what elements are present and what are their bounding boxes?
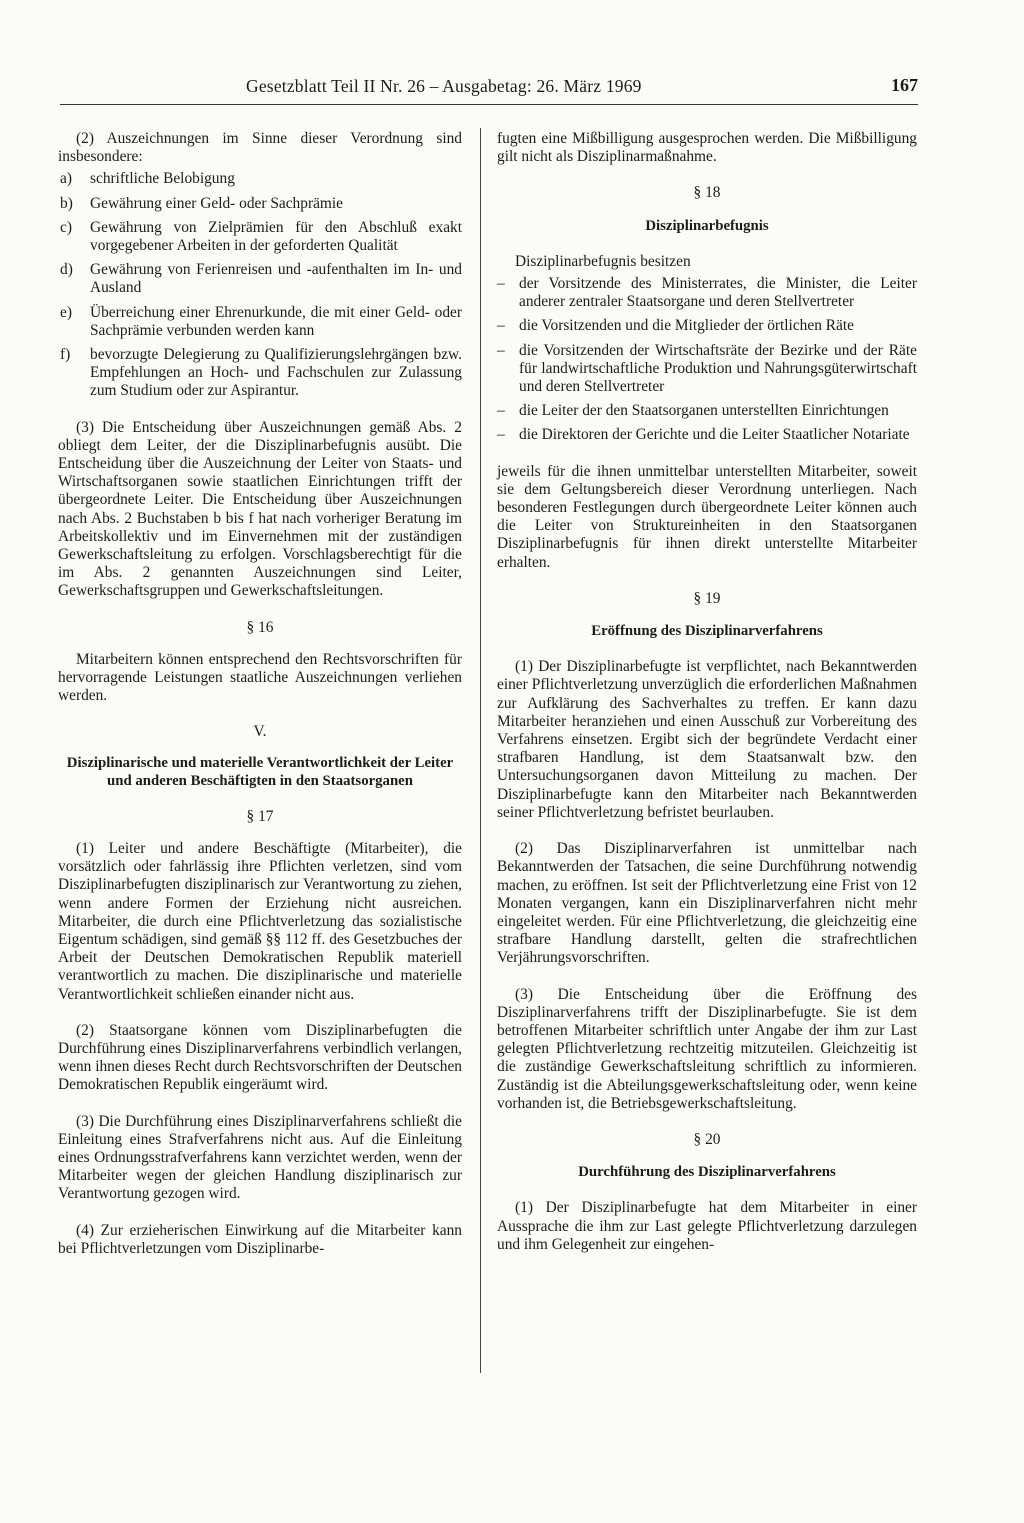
list-item	[497, 275, 917, 311]
list-text: Gewährung von Zielprämien für den Abschluß exakt vorgegebener Arbeiten in der geforderten Qualität	[90, 218, 462, 255]
section-20-heading: Durchführung des Disziplinarverfahrens	[578, 1164, 836, 1181]
list-dash: –	[497, 402, 505, 420]
paragraph-15-3: (3) Die Entscheidung über Auszeichnungen gemäß Abs. 2 obliegt dem Leiter, der die Disziplinarbefugnis ausübt. Die Entscheidung über die Auszeichnung der Leiter von Staats- und Wirtschaftsorganen sowie staatlichen Einrichtungen trifft der übergeordnete Leiter. Die Entscheidung über Auszeichnungen nach Abs. 2 Buchstaben b bis f hat nach vorheriger Beratung im Arbeitskollektiv und im Einvernehmen mit der zuständigen Gewerkschaftsleitung zu erfolgen. Vorschlagsberechtigt für die im Abs. 2 genannten Auszeichnungen sind Leiter, Gewerkschaftsgruppen und Gewerkschaftsleitungen.	[58, 418, 462, 600]
list-item	[497, 426, 917, 444]
column-divider	[480, 128, 481, 1373]
list-text: die Vorsitzenden der Wirtschaftsräte der Bezirke und der Räte für landwirtschaftliche Produktion und Nahrungsgüterwirtschaft und deren Stellvertreter	[519, 341, 917, 396]
awards-list	[58, 170, 462, 400]
section-16-title: § 16	[246, 618, 274, 636]
list-label: e)	[60, 303, 72, 321]
list-label: c)	[60, 218, 72, 236]
authority-list	[497, 275, 917, 445]
list-item	[58, 304, 462, 340]
list-label: a)	[60, 170, 72, 188]
list-item	[58, 195, 462, 213]
list-item	[58, 346, 462, 401]
list-item	[58, 261, 462, 297]
list-label: b)	[60, 194, 73, 212]
page-number: 167	[891, 75, 918, 95]
paragraph-17-4: (4) Zur erzieherischen Einwirkung auf die Mitarbeiter kann bei Pflichtverletzungen vom Disziplinarbe-	[58, 1221, 462, 1257]
chapter-heading: Disziplinarische und materielle Verantwortlichkeit der Leiter und anderen Beschäftigten in den Staatsorganen	[66, 754, 454, 789]
paragraph-19-1: (1) Der Disziplinarbefugte ist verpflichtet, nach Bekanntwerden einer Pflichtverletzung unverzüglich die erforderlichen Maßnahmen zur Aufklärung des Sachverhaltes zu treffen. Er kann dazu Mitarbeiter heranziehen und einen Ausschuß zur Vorbereitung des Verfahrens einsetzen. Ergibt sich der begründete Verdacht einer strafbaren Handlung, ist dem Staatsanwalt bzw. den Untersuchungsorganen davon Mitteilung zu machen. Der Disziplinarbefugte kann den Mitarbeiter nach Bekanntwerden seiner Pflichtverletzung befristet beurlauben.	[497, 658, 917, 821]
paragraph-20-1: (1) Der Disziplinarbefugte hat dem Mitarbeiter in einer Aussprache die ihm zur Last gelegte Pflichtverletzung darzulegen und ihm Gelegenheit zur eingehen-	[497, 1199, 917, 1253]
list-label: f)	[60, 346, 71, 364]
paragraph-17-2: (2) Staatsorgane können vom Disziplinarbefugten die Durchführung eines Disziplinarverfahrens verbindlich verlangen, wenn ihnen dieses Recht durch Rechtsvorschriften der Deutschen Demokratischen Republik eingeräumt wird.	[58, 1021, 462, 1094]
list-dash: –	[497, 275, 505, 293]
list-text: bevorzugte Delegierung zu Qualifizierungslehrgängen bzw. Empfehlungen an Hoch- und Fachschulen zur Zulassung zum Studium oder zur Aspirantur.	[90, 346, 462, 400]
right-column	[497, 130, 917, 1272]
paragraph-16: Mitarbeitern können entsprechend den Rechtsvorschriften für hervorragende Leistungen staatliche Auszeichnungen verliehen werden.	[58, 650, 462, 705]
page-header	[60, 76, 918, 106]
left-column	[58, 130, 462, 1276]
list-text: die Leiter der den Staatsorganen unterstellten Einrichtungen	[519, 402, 889, 420]
paragraph-17-4-continued: fugten eine Mißbilligung ausgesprochen werden. Die Mißbilligung gilt nicht als Disziplinarmaßnahme.	[497, 130, 917, 166]
list-dash: –	[497, 426, 505, 444]
header-title: Gesetzblatt Teil II Nr. 26 – Ausgabetag: 26. März 1969	[246, 76, 642, 96]
list-text: Gewährung einer Geld- oder Sachprämie	[90, 194, 343, 212]
header-rule	[60, 104, 918, 105]
list-item	[497, 402, 917, 420]
list-item	[497, 317, 917, 335]
list-label: d)	[60, 261, 73, 279]
list-text: schriftliche Belobigung	[90, 170, 235, 188]
paragraph-17-1: (1) Leiter und andere Beschäftigte (Mitarbeiter), die vorsätzlich oder fahrlässig ihre Pflichten verletzen, sind vom Disziplinarbefugten disziplinarisch zur Verantwortung zu ziehen, wenn andere Formen der Erziehung nicht ausreichen. Mitarbeiter, die durch eine Pflichtverletzung das sozialistische Eigentum schädigen, sind gemäß §§ 112 ff. des Gesetzbuches der Arbeit der Deutschen Demokratischen Republik materiell verantwortlich zu machen. Die disziplinarische und materielle Verantwortlichkeit schließen einander nicht aus.	[58, 839, 462, 1003]
list-item	[58, 170, 462, 188]
paragraph-18-outro: jeweils für die ihnen unmittelbar unterstellten Mitarbeiter, soweit sie dem Geltungsbereich dieser Verordnung unterliegen. Nach besonderen Festlegungen durch übergeordnete Leiter können auch die Leiter von Struktureinheiten in den Staatsorganen Disziplinarbefugnis für ihnen direkt unterstellte Mitarbeiter erhalten.	[497, 462, 917, 571]
paragraph-19-3: (3) Die Entscheidung über die Eröffnung des Disziplinarverfahrens trifft der Disziplinarbefugte. Sie ist dem betroffenen Mitarbeiter schriftlich unter Angabe der ihm zur Last gelegten Pflichtverletzung rechtzeitig mitzuteilen. Gleichzeitig ist die zuständige Gewerkschaftsleitung schriftlich zu informieren. Zuständig ist die Abteilungsgewerkschaftsleitung oder, wenn keine vorhanden ist, die Betriebsgewerkschaftsleitung.	[497, 985, 917, 1112]
section-19-heading: Eröffnung des Disziplinarverfahrens	[591, 623, 823, 640]
list-item	[58, 219, 462, 255]
list-text: Überreichung einer Ehrenurkunde, die mit einer Geld- oder Sachprämie verbunden werden kann	[90, 303, 462, 339]
list-text: der Vorsitzende des Ministerrates, die Minister, die Leiter anderer zentraler Staatsorgane und deren Stellvertreter	[519, 275, 917, 311]
paragraph-18-intro: Disziplinarbefugnis besitzen	[515, 252, 691, 270]
list-text: die Vorsitzenden und die Mitglieder der örtlichen Räte	[519, 317, 854, 335]
section-17-title: § 17	[246, 807, 274, 825]
section-18-heading: Disziplinarbefugnis	[645, 217, 769, 234]
list-dash: –	[497, 317, 505, 335]
section-20-title: § 20	[693, 1130, 721, 1148]
paragraph-17-3: (3) Die Durchführung eines Disziplinarverfahrens schließt die Einleitung eines Strafverfahrens nicht aus. Auf die Einleitung eines Ordnungsstrafverfahrens kann verzichtet werden, wenn der Mitarbeiter wegen der gleichen Handlung disziplinarisch zur Verantwortung gezogen wird.	[58, 1112, 462, 1203]
section-19-title: § 19	[693, 589, 721, 607]
list-dash: –	[497, 341, 505, 359]
list-text: Gewährung von Ferienreisen und -aufenthalten im In- und Ausland	[90, 261, 462, 297]
paragraph-15-2-intro: (2) Auszeichnungen im Sinne dieser Verordnung sind insbesondere:	[58, 130, 462, 166]
list-item	[497, 342, 917, 397]
list-text: die Direktoren der Gerichte und die Leiter Staatlicher Notariate	[519, 426, 910, 444]
section-18-title: § 18	[693, 184, 721, 202]
chapter-number: V.	[253, 723, 267, 741]
paragraph-19-2: (2) Das Disziplinarverfahren ist unmittelbar nach Bekanntwerden der Tatsachen, die seine Durchführung notwendig machen, zu eröffnen. Ist seit der Pflichtverletzung eine Frist von 12 Monaten vergangen, kann ein Disziplinarverfahren nicht mehr eingeleitet werden. Für eine Pflichtverletzung, die gleichzeitig eine strafbare Handlung darstellt, gelten die strafrechtlichen Verjährungsvorschriften.	[497, 840, 917, 967]
